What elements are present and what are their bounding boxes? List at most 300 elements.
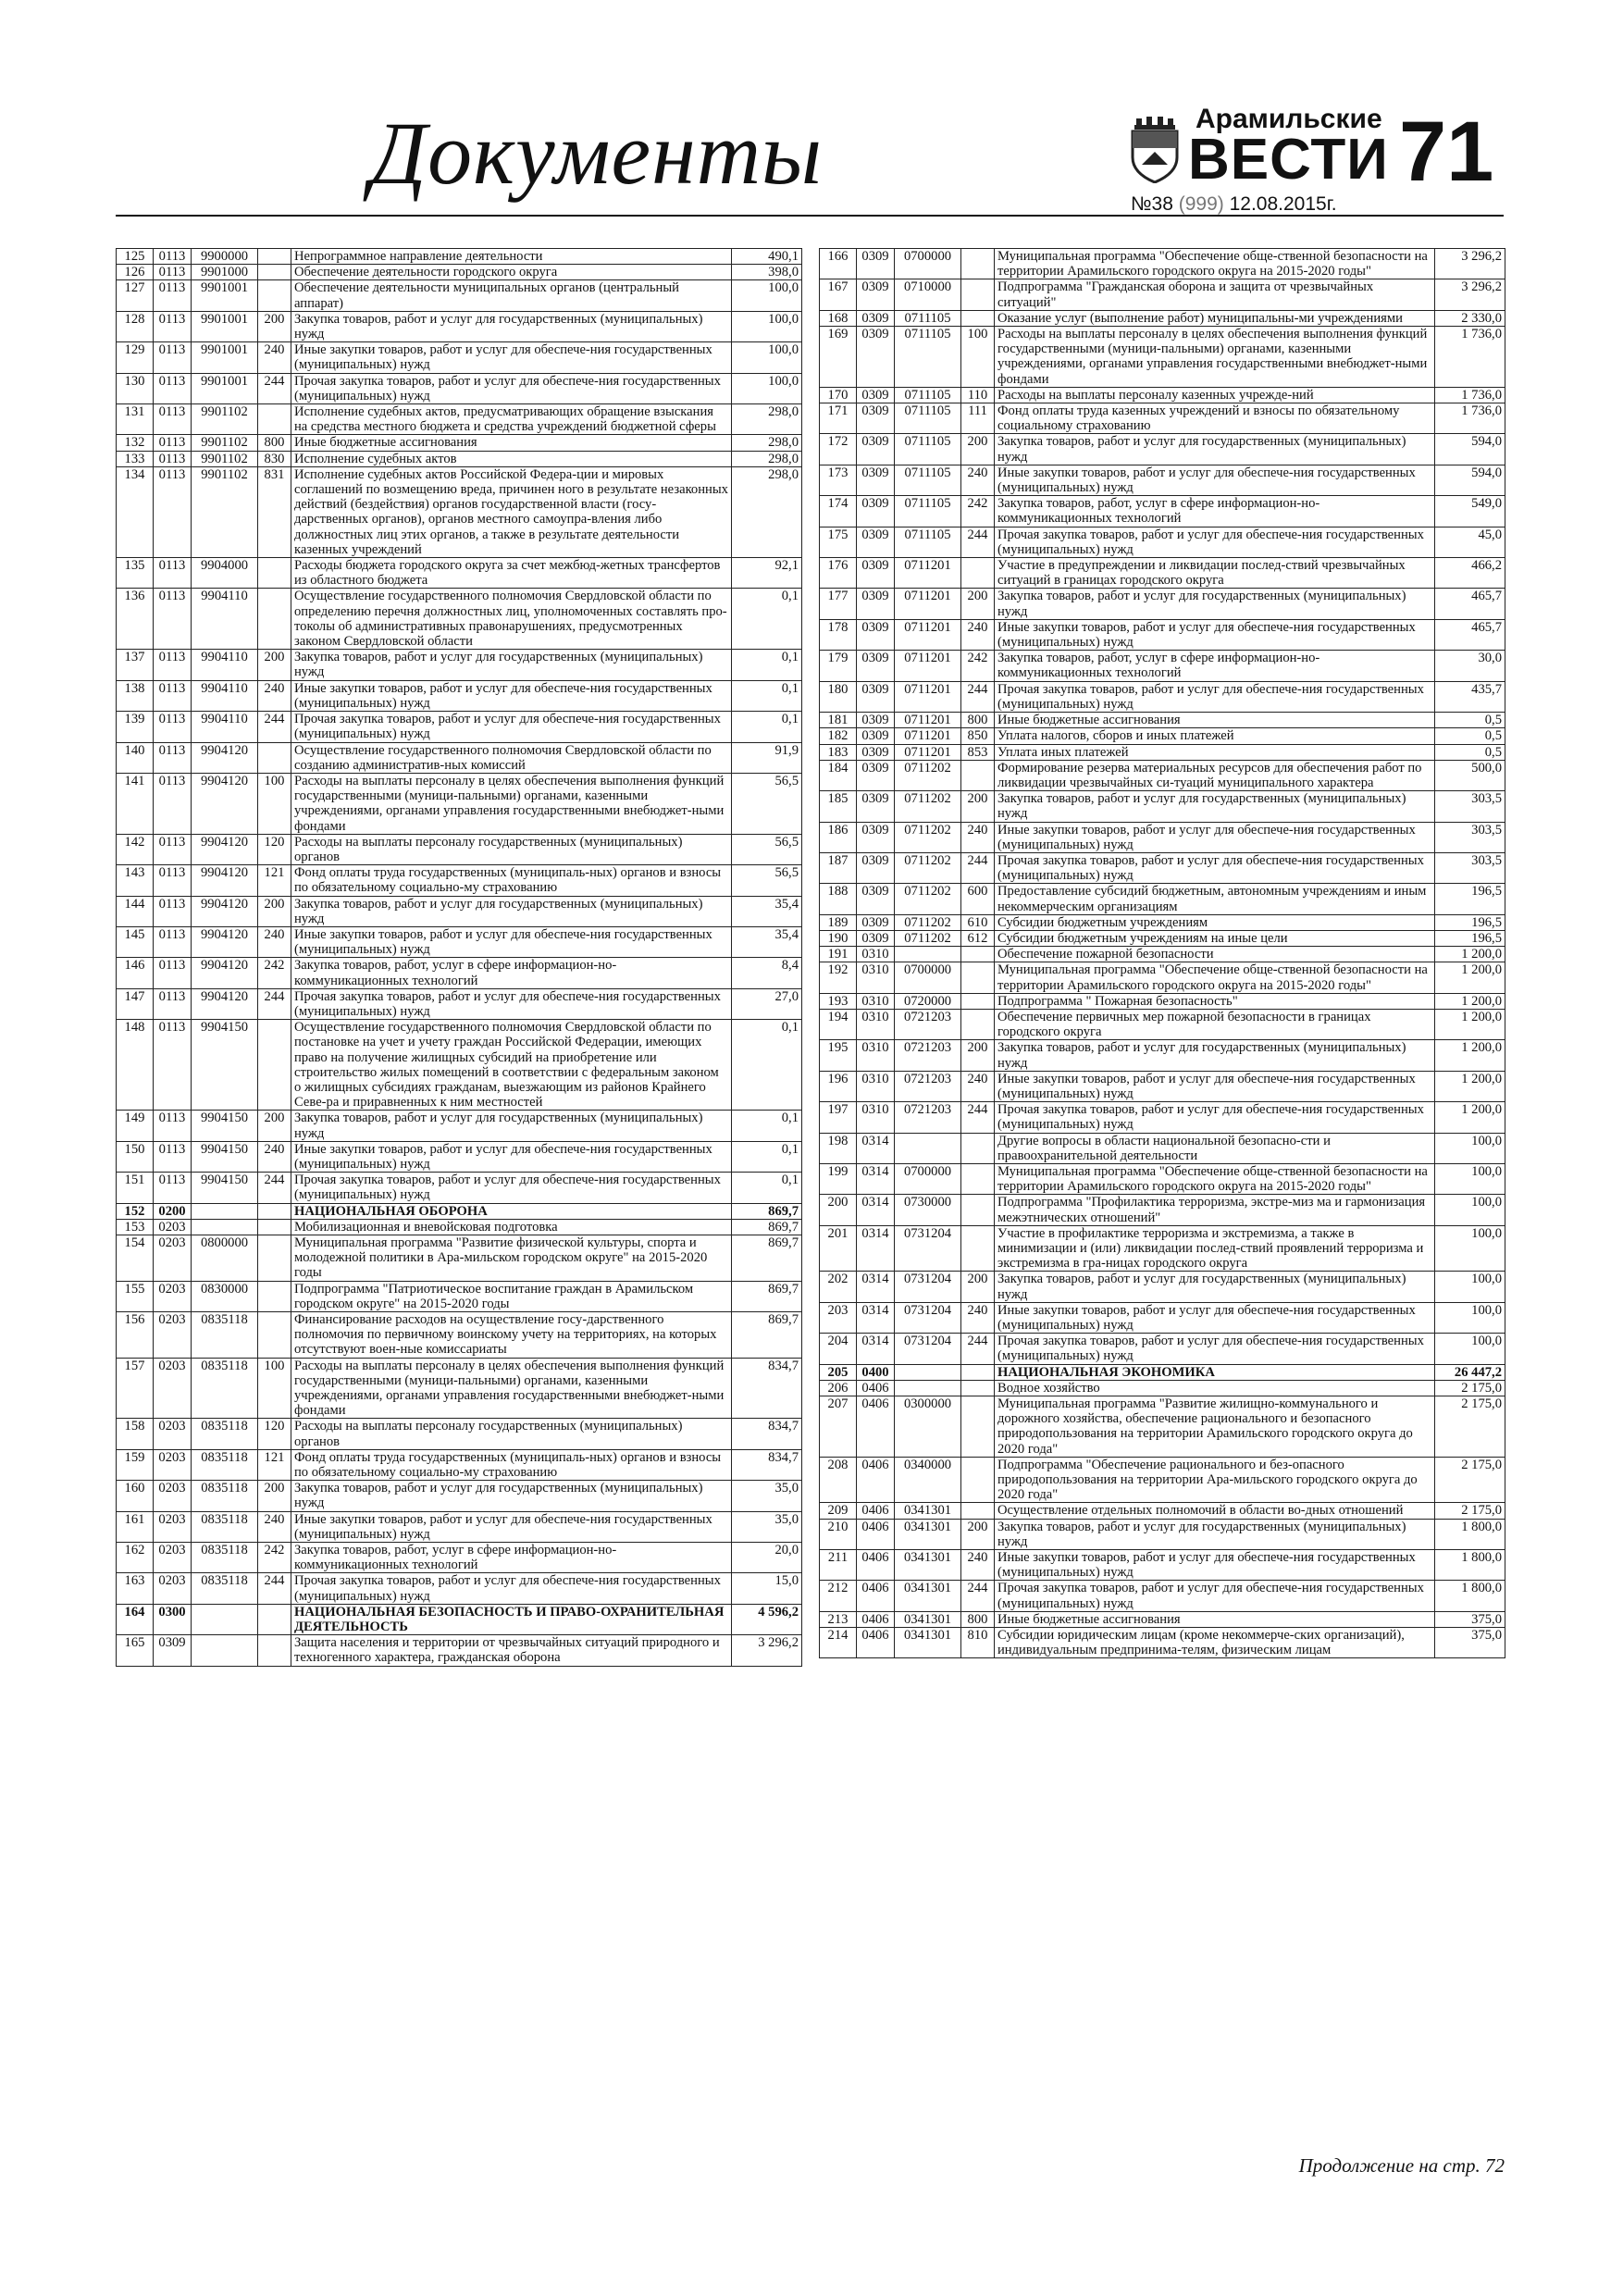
expense-type-code: 200 [258, 311, 291, 341]
section-code: 0309 [857, 527, 895, 557]
page-header [0, 0, 1623, 222]
amount: 45,0 [1435, 527, 1505, 557]
expense-name: Закупка товаров, работ и услуг для государственных (муниципальных) нужд [995, 434, 1435, 465]
table-row [820, 1071, 1505, 1101]
amount: 0,1 [732, 1173, 802, 1203]
section-code: 0314 [857, 1225, 895, 1272]
table-row [117, 589, 802, 650]
table-row [820, 760, 1505, 790]
section-code: 0309 [857, 496, 895, 527]
table-row [117, 1449, 802, 1480]
expense-name: Подпрограмма "Патриотическое воспитание граждан в Арамильском городском округе" на 2015-2020 годы [291, 1281, 732, 1311]
target-article-code: 0341301 [895, 1503, 961, 1519]
row-number: 128 [117, 311, 154, 341]
row-number: 171 [820, 403, 857, 434]
table-row [820, 852, 1505, 883]
target-article-code: 9904120 [192, 834, 258, 864]
section-code: 0309 [857, 619, 895, 650]
table-row [117, 1219, 802, 1235]
amount: 375,0 [1435, 1628, 1505, 1658]
section-code: 0406 [857, 1457, 895, 1503]
issue-date: 12.08.2015г. [1229, 193, 1337, 215]
row-number: 147 [117, 988, 154, 1019]
expense-type-code: 600 [961, 884, 995, 914]
section-code: 0203 [154, 1511, 192, 1542]
target-article-code: 0711105 [895, 465, 961, 495]
section-code: 0203 [154, 1481, 192, 1511]
expense-name: Закупка товаров, работ и услуг для государственных (муниципальных) нужд [291, 650, 732, 680]
target-article-code: 9901001 [192, 311, 258, 341]
section-code: 0113 [154, 311, 192, 341]
row-number: 189 [820, 914, 857, 930]
table-row [820, 558, 1505, 589]
row-number: 163 [117, 1573, 154, 1604]
table-row [117, 558, 802, 589]
table-row [820, 465, 1505, 495]
target-article-code [895, 1133, 961, 1163]
row-number: 151 [117, 1173, 154, 1203]
row-number: 135 [117, 558, 154, 589]
table-row [820, 822, 1505, 852]
amount: 466,2 [1435, 558, 1505, 589]
row-number: 194 [820, 1009, 857, 1039]
section-code: 0309 [857, 884, 895, 914]
expense-type-code [961, 279, 995, 310]
amount: 1 800,0 [1435, 1581, 1505, 1611]
section-code: 0309 [857, 434, 895, 465]
expense-name: Иные закупки товаров, работ и услуг для обеспече-ния государственных (муниципальных) нужд [291, 1141, 732, 1172]
expense-type-code: 242 [961, 651, 995, 681]
section-code: 0314 [857, 1163, 895, 1194]
table-row [117, 1358, 802, 1419]
row-number: 130 [117, 373, 154, 403]
table-row [117, 926, 802, 957]
logo-top-word: Арамильские [1196, 104, 1382, 134]
table-row [117, 865, 802, 896]
amount: 303,5 [1435, 791, 1505, 822]
section-code: 0406 [857, 1519, 895, 1549]
amount: 196,5 [1435, 914, 1505, 930]
expense-type-code: 244 [258, 712, 291, 742]
expense-name: Закупка товаров, работ и услуг для государственных (муниципальных) нужд [995, 1519, 1435, 1549]
expense-type-code [258, 1235, 291, 1282]
amount: 0,1 [732, 712, 802, 742]
row-number: 192 [820, 962, 857, 993]
row-number: 168 [820, 310, 857, 326]
continuation-note: Продолжение на стр. 72 [1298, 2154, 1505, 2177]
table-row [117, 650, 802, 680]
section-code: 0300 [154, 1604, 192, 1634]
expense-type-code: 200 [961, 589, 995, 619]
expense-type-code: 800 [961, 1611, 995, 1627]
table-row [117, 742, 802, 773]
amount: 2 330,0 [1435, 310, 1505, 326]
amount: 869,7 [732, 1281, 802, 1311]
amount: 35,0 [732, 1511, 802, 1542]
row-number: 157 [117, 1358, 154, 1419]
expense-type-code: 120 [258, 834, 291, 864]
expense-name: Прочая закупка товаров, работ и услуг для обеспече-ния государственных (муниципальных) нужд [995, 1102, 1435, 1133]
amount: 30,0 [1435, 651, 1505, 681]
section-code: 0309 [857, 589, 895, 619]
amount: 298,0 [732, 404, 802, 435]
expense-name: Расходы на выплаты персоналу в целях обеспечения выполнения функций государственными (муници-пальными) органами, казенными учреждениями, органами управления государственными внебюджет-ными фондами [291, 773, 732, 834]
expense-name: Субсидии юридическим лицам (кроме некоммерче-ских организаций), индивидуальным предпринима-телям, физическим лицам [995, 1628, 1435, 1658]
table-row [820, 327, 1505, 388]
section-code: 0314 [857, 1133, 895, 1163]
amount: 91,9 [732, 742, 802, 773]
table-row [820, 914, 1505, 930]
section-code: 0113 [154, 451, 192, 466]
expense-name: Другие вопросы в области национальной безопасно-сти и правоохранительной деятельности [995, 1133, 1435, 1163]
expense-name: НАЦИОНАЛЬНАЯ ОБОРОНА [291, 1203, 732, 1219]
row-number: 161 [117, 1511, 154, 1542]
budget-table-right [819, 248, 1505, 1658]
expense-name: Осуществление государственного полномочия Свердловской области по созданию административ-ных комиссий [291, 742, 732, 773]
table-row [117, 466, 802, 557]
expense-type-code: 610 [961, 914, 995, 930]
row-number: 134 [117, 466, 154, 557]
expense-name: Оказание услуг (выполнение работ) муниципальны-ми учреждениями [995, 310, 1435, 326]
target-article-code: 0711105 [895, 434, 961, 465]
row-number: 208 [820, 1457, 857, 1503]
expense-name: Уплата налогов, сборов и иных платежей [995, 728, 1435, 744]
target-article-code: 0711105 [895, 527, 961, 557]
expense-name: Иные закупки товаров, работ и услуг для обеспече-ния государственных (муниципальных) нужд [995, 1302, 1435, 1333]
section-code: 0113 [154, 773, 192, 834]
amount: 35,0 [732, 1481, 802, 1511]
target-article-code: 0835118 [192, 1511, 258, 1542]
target-article-code: 9901102 [192, 404, 258, 435]
row-number: 137 [117, 650, 154, 680]
amount: 20,0 [732, 1543, 802, 1573]
expense-name: Иные закупки товаров, работ и услуг для обеспече-ния государственных (муниципальных) нужд [291, 342, 732, 373]
section-code: 0309 [857, 760, 895, 790]
target-article-code: 9904120 [192, 958, 258, 988]
expense-name: Подпрограмма " Пожарная безопасность" [995, 993, 1435, 1009]
expense-name: Прочая закупка товаров, работ и услуг для обеспече-ния государственных (муниципальных) нужд [291, 1173, 732, 1203]
amount: 1 200,0 [1435, 1071, 1505, 1101]
row-number: 152 [117, 1203, 154, 1219]
row-number: 207 [820, 1396, 857, 1458]
target-article-code: 0711201 [895, 619, 961, 650]
amount: 15,0 [732, 1573, 802, 1604]
expense-name: Расходы на выплаты персоналу в целях обеспечения выполнения функций государственными (муници-пальными) органами, казенными учреждениями, органами управления государственными внебюджет-ными фондами [291, 1358, 732, 1419]
amount: 1 200,0 [1435, 947, 1505, 962]
row-number: 178 [820, 619, 857, 650]
expense-name: Закупка товаров, работ и услуг для государственных (муниципальных) нужд [291, 1481, 732, 1511]
expense-name: Исполнение судебных актов, предусматривающих обращение взыскания на средства местного бюджета и средства учреждений бюджетной сферы [291, 404, 732, 435]
table-row [117, 773, 802, 834]
expense-name: Закупка товаров, работ и услуг для государственных (муниципальных) нужд [995, 791, 1435, 822]
section-code: 0113 [154, 466, 192, 557]
table-row [820, 1611, 1505, 1627]
section-code: 0314 [857, 1195, 895, 1225]
row-number: 153 [117, 1219, 154, 1235]
table-row [820, 1133, 1505, 1163]
section-code: 0203 [154, 1449, 192, 1480]
table-row [820, 434, 1505, 465]
target-article-code: 0711202 [895, 884, 961, 914]
amount: 56,5 [732, 865, 802, 896]
row-number: 172 [820, 434, 857, 465]
expense-name: Расходы на выплаты персоналу в целях обеспечения выполнения функций государственными (муници-пальными) органами, казенными учреждениями, органами управления государственными внебюджет-ными фондами [995, 327, 1435, 388]
target-article-code: 0711202 [895, 791, 961, 822]
expense-type-code: 244 [258, 373, 291, 403]
expense-type-code: 244 [258, 988, 291, 1019]
table-row [820, 884, 1505, 914]
row-number: 198 [820, 1133, 857, 1163]
row-number: 190 [820, 930, 857, 946]
amount: 100,0 [732, 311, 802, 341]
row-number: 181 [820, 713, 857, 728]
expense-type-code: 810 [961, 1628, 995, 1658]
row-number: 155 [117, 1281, 154, 1311]
expense-name: Уплата иных платежей [995, 744, 1435, 760]
expense-name: Расходы бюджета городского округа за счет межбюд-жетных трансфертов из областного бюджета [291, 558, 732, 589]
expense-name: Осуществление отдельных полномочий в области во-дных отношений [995, 1503, 1435, 1519]
target-article-code: 0711201 [895, 681, 961, 712]
section-code: 0203 [154, 1573, 192, 1604]
expense-type-code [961, 1364, 995, 1380]
expense-name: Водное хозяйство [995, 1380, 1435, 1396]
amount: 100,0 [732, 342, 802, 373]
expense-type-code [258, 742, 291, 773]
amount: 0,5 [1435, 744, 1505, 760]
expense-type-code: 244 [961, 1334, 995, 1364]
row-number: 214 [820, 1628, 857, 1658]
expense-type-code: 240 [258, 680, 291, 711]
target-article-code: 0800000 [192, 1235, 258, 1282]
table-row [117, 342, 802, 373]
target-article-code: 9904120 [192, 773, 258, 834]
amount: 1 800,0 [1435, 1519, 1505, 1549]
section-code: 0113 [154, 404, 192, 435]
row-number: 131 [117, 404, 154, 435]
expense-type-code [961, 1396, 995, 1458]
target-article-code: 0721203 [895, 1071, 961, 1101]
row-number: 149 [117, 1111, 154, 1141]
row-number: 158 [117, 1419, 154, 1449]
target-article-code: 9904120 [192, 742, 258, 773]
expense-name: Муниципальная программа "Обеспечение обще-ственной безопасности на территории Арамильского городского округа на 2015-2020 годы" [995, 249, 1435, 279]
amount: 0,1 [732, 650, 802, 680]
amount: 298,0 [732, 466, 802, 557]
amount: 298,0 [732, 435, 802, 451]
expense-type-code: 244 [961, 527, 995, 557]
expense-type-code: 244 [961, 852, 995, 883]
table-row [117, 1604, 802, 1634]
target-article-code: 9901102 [192, 451, 258, 466]
expense-type-code [258, 1281, 291, 1311]
amount: 100,0 [1435, 1195, 1505, 1225]
expense-type-code: 200 [258, 650, 291, 680]
table-row [117, 680, 802, 711]
amount: 2 175,0 [1435, 1396, 1505, 1458]
expense-type-code [961, 1009, 995, 1039]
amount: 100,0 [1435, 1225, 1505, 1272]
target-article-code: 9904110 [192, 650, 258, 680]
amount: 4 596,2 [732, 1604, 802, 1634]
amount: 869,7 [732, 1312, 802, 1359]
row-number: 176 [820, 558, 857, 589]
expense-type-code [258, 1219, 291, 1235]
amount: 100,0 [732, 280, 802, 311]
table-row [820, 310, 1505, 326]
target-article-code: 0835118 [192, 1481, 258, 1511]
expense-type-code: 120 [258, 1419, 291, 1449]
row-number: 212 [820, 1581, 857, 1611]
expense-type-code [961, 1457, 995, 1503]
section-code: 0309 [857, 822, 895, 852]
target-article-code: 0721203 [895, 1102, 961, 1133]
table-row [820, 589, 1505, 619]
table-row [117, 1111, 802, 1141]
expense-name: Закупка товаров, работ и услуг для государственных (муниципальных) нужд [995, 589, 1435, 619]
target-article-code: 9904150 [192, 1141, 258, 1172]
header-rule [116, 215, 1504, 217]
expense-name: Прочая закупка товаров, работ и услуг для обеспече-ния государственных (муниципальных) нужд [291, 712, 732, 742]
expense-type-code: 244 [961, 681, 995, 712]
section-code: 0314 [857, 1302, 895, 1333]
target-article-code: 9904110 [192, 680, 258, 711]
expense-type-code: 100 [258, 1358, 291, 1419]
expense-name: Прочая закупка товаров, работ и услуг для обеспече-ния государственных (муниципальных) нужд [291, 373, 732, 403]
expense-name: Иные закупки товаров, работ и услуг для обеспече-ния государственных (муниципальных) нужд [995, 822, 1435, 852]
section-code: 0113 [154, 373, 192, 403]
section-code: 0309 [857, 713, 895, 728]
amount: 3 296,2 [1435, 279, 1505, 310]
section-code: 0203 [154, 1358, 192, 1419]
table-row [820, 744, 1505, 760]
target-article-code: 0730000 [895, 1195, 961, 1225]
expense-name: Осуществление государственного полномочия Свердловской области по постановке на учет и учету граждан Российской Федерации, имеющих право на получение жилищных субсидий на приобретение или строительство жилых помещений в соответствии с федеральным законом о жилищных субсидиях гражданам, выезжающим из районов Крайнего Севе-ра и приравненных к ним местностей [291, 1020, 732, 1111]
amount: 0,1 [732, 1020, 802, 1111]
expense-name: Подпрограмма "Обеспечение рационального и без-опасного природопользования на территории Ара-мильского городского округа до 2020 года" [995, 1457, 1435, 1503]
section-code: 0200 [154, 1203, 192, 1219]
expense-name: Прочая закупка товаров, работ и услуг для обеспече-ния государственных (муниципальных) нужд [995, 852, 1435, 883]
section-code: 0309 [857, 852, 895, 883]
amount: 35,4 [732, 896, 802, 926]
amount: 0,5 [1435, 713, 1505, 728]
expense-type-code: 240 [961, 619, 995, 650]
table-row [820, 947, 1505, 962]
section-code: 0406 [857, 1611, 895, 1627]
amount: 1 200,0 [1435, 1009, 1505, 1039]
target-article-code [895, 1364, 961, 1380]
expense-type-code: 200 [961, 1519, 995, 1549]
amount: 834,7 [732, 1449, 802, 1480]
target-article-code: 0711105 [895, 496, 961, 527]
section-code: 0309 [857, 310, 895, 326]
table-row [820, 1396, 1505, 1458]
amount: 869,7 [732, 1219, 802, 1235]
row-number: 187 [820, 852, 857, 883]
section-code: 0203 [154, 1281, 192, 1311]
amount: 100,0 [1435, 1272, 1505, 1302]
target-article-code: 9904120 [192, 896, 258, 926]
expense-name: Закупка товаров, работ и услуг для государственных (муниципальных) нужд [995, 1040, 1435, 1071]
target-article-code [192, 1635, 258, 1666]
expense-type-code: 831 [258, 466, 291, 557]
section-code: 0113 [154, 896, 192, 926]
row-number: 174 [820, 496, 857, 527]
row-number: 200 [820, 1195, 857, 1225]
expense-name: Обеспечение первичных мер пожарной безопасности в границах городского округа [995, 1009, 1435, 1039]
budget-rows-right [820, 249, 1505, 1658]
amount: 1 736,0 [1435, 327, 1505, 388]
amount: 1 800,0 [1435, 1550, 1505, 1581]
expense-type-code: 612 [961, 930, 995, 946]
expense-name: Фонд оплаты труда государственных (муниципаль-ных) органов и взносы по обязательному социально-му страхованию [291, 865, 732, 896]
table-row [820, 1457, 1505, 1503]
expense-type-code: 240 [961, 822, 995, 852]
amount: 435,7 [1435, 681, 1505, 712]
section-code: 0113 [154, 435, 192, 451]
section-code: 0203 [154, 1419, 192, 1449]
target-article-code: 9901001 [192, 280, 258, 311]
expense-name: Муниципальная программа "Обеспечение обще-ственной безопасности на территории Арамильского городского округа на 2015-2020 годы" [995, 962, 1435, 993]
target-article-code: 0711201 [895, 713, 961, 728]
expense-type-code: 100 [258, 773, 291, 834]
table-row [820, 527, 1505, 557]
expense-type-code: 111 [961, 403, 995, 434]
amount: 3 296,2 [732, 1635, 802, 1666]
amount: 298,0 [732, 451, 802, 466]
table-row [820, 1009, 1505, 1039]
expense-type-code: 242 [961, 496, 995, 527]
expense-type-code: 853 [961, 744, 995, 760]
table-row [820, 993, 1505, 1009]
expense-type-code: 240 [961, 1550, 995, 1581]
expense-name: Защита населения и территории от чрезвычайных ситуаций природного и техногенного характера, гражданская оборона [291, 1635, 732, 1666]
expense-name: Закупка товаров, работ, услуг в сфере информацион-но-коммуникационных технологий [291, 958, 732, 988]
target-article-code: 0300000 [895, 1396, 961, 1458]
expense-type-code: 200 [961, 791, 995, 822]
section-code: 0310 [857, 1040, 895, 1071]
row-number: 166 [820, 249, 857, 279]
budget-rows-left [117, 249, 802, 1667]
table-row [820, 1519, 1505, 1549]
section-code: 0406 [857, 1380, 895, 1396]
target-article-code: 0711201 [895, 589, 961, 619]
amount: 465,7 [1435, 619, 1505, 650]
expense-type-code [961, 993, 995, 1009]
row-number: 159 [117, 1449, 154, 1480]
row-number: 127 [117, 280, 154, 311]
table-row [820, 1503, 1505, 1519]
expense-type-code [961, 1133, 995, 1163]
amount: 549,0 [1435, 496, 1505, 527]
target-article-code: 0731204 [895, 1334, 961, 1364]
row-number: 185 [820, 791, 857, 822]
table-row [820, 1380, 1505, 1396]
issue-info [1131, 194, 1337, 214]
expense-type-code: 200 [961, 1040, 995, 1071]
target-article-code [192, 1203, 258, 1219]
expense-name: Иные бюджетные ассигнования [995, 1611, 1435, 1627]
expense-type-code: 100 [961, 327, 995, 388]
amount: 0,1 [732, 680, 802, 711]
expense-name: Закупка товаров, работ, услуг в сфере информацион-но-коммуникационных технологий [995, 651, 1435, 681]
expense-type-code [961, 1195, 995, 1225]
row-number: 160 [117, 1481, 154, 1511]
section-code: 0310 [857, 947, 895, 962]
section-code: 0309 [857, 681, 895, 712]
amount: 100,0 [1435, 1133, 1505, 1163]
expense-name: Иные закупки товаров, работ и услуг для обеспече-ния государственных (муниципальных) нужд [995, 1550, 1435, 1581]
row-number: 133 [117, 451, 154, 466]
